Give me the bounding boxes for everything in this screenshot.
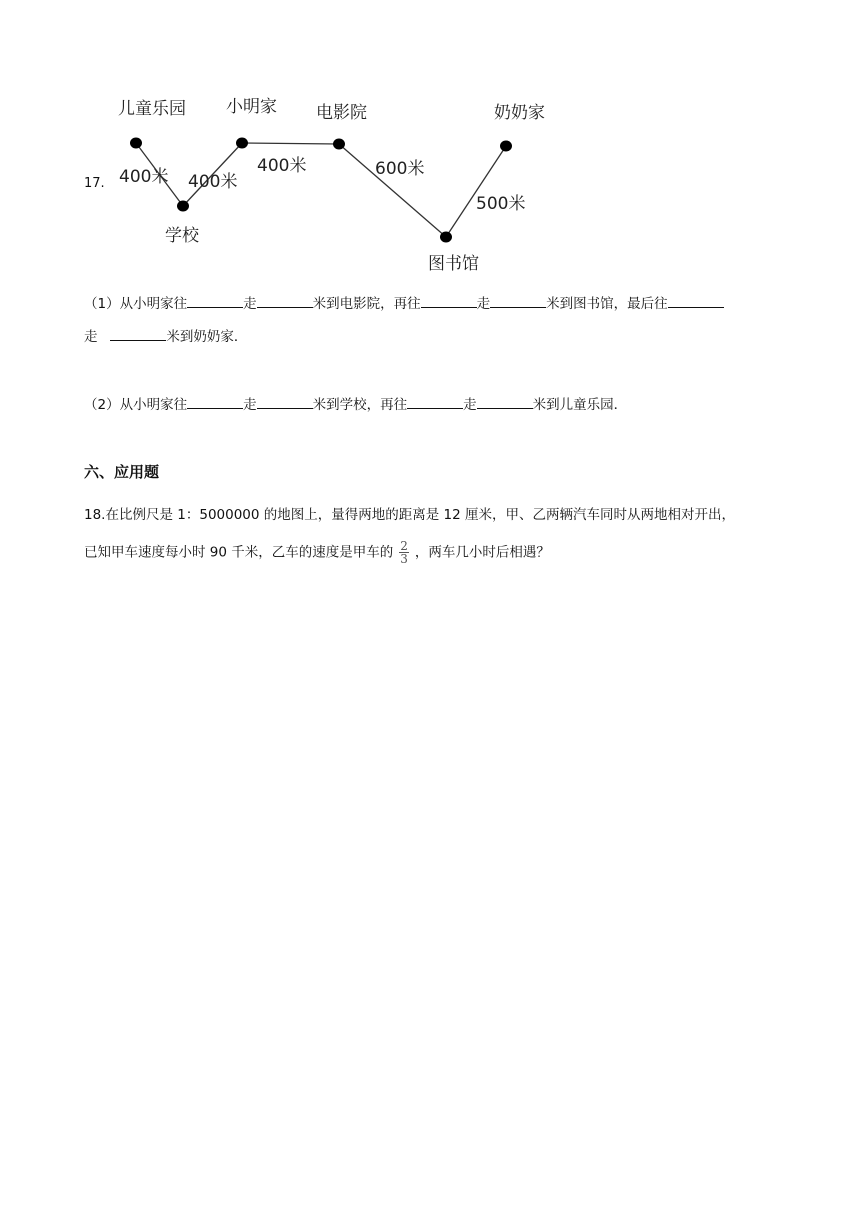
path-xiaoming-cinema xyxy=(242,143,339,144)
path-cinema-library xyxy=(339,144,446,237)
point-library xyxy=(440,232,452,243)
text: 米到学校，再往 xyxy=(312,397,408,413)
question-17-number: 17. xyxy=(84,176,105,191)
distance-cinema-library: 600米 xyxy=(375,159,425,179)
question-17-part1-line2 xyxy=(84,326,247,347)
text: ，两车几小时后相遇？ xyxy=(414,544,550,561)
text: （1）从小明家往 xyxy=(84,296,188,312)
text: 已知甲车速度每小时 90 千米，乙车的速度是甲车的 xyxy=(84,544,394,561)
text: 走 xyxy=(476,296,491,312)
answer-blank[interactable] xyxy=(421,293,477,308)
fraction-denominator: 3 xyxy=(400,552,408,566)
question-18-line2 xyxy=(84,540,550,565)
answer-blank[interactable] xyxy=(110,326,166,341)
route-map xyxy=(100,90,580,280)
answer-blank[interactable] xyxy=(668,293,724,308)
answer-blank[interactable] xyxy=(257,394,313,409)
answer-blank[interactable] xyxy=(490,293,546,308)
point-xiaoming xyxy=(236,138,248,149)
label-library: 图书馆 xyxy=(428,254,479,274)
answer-blank[interactable] xyxy=(187,293,243,308)
text: （2）从小明家往 xyxy=(84,397,188,413)
answer-blank[interactable] xyxy=(477,394,533,409)
fraction-two-thirds xyxy=(399,540,409,565)
text: 米到电影院，再往 xyxy=(312,296,421,312)
text: 米到奶奶家． xyxy=(166,329,248,345)
answer-blank[interactable] xyxy=(187,394,243,409)
label-xiaoming: 小明家 xyxy=(226,97,277,117)
answer-blank[interactable] xyxy=(257,293,313,308)
question-18-line1: 18.在比例尺是 1：5000000 的地图上，量得两地的距离是 12 厘米，甲、乙两辆汽车同时从两地相对开出， xyxy=(84,507,736,523)
text: 走 xyxy=(463,397,477,413)
label-school: 学校 xyxy=(165,226,199,246)
point-playground xyxy=(130,138,142,149)
label-grandma: 奶奶家 xyxy=(494,103,545,123)
answer-blank[interactable] xyxy=(407,394,463,409)
text: 走 xyxy=(84,329,102,345)
fraction-numerator: 2 xyxy=(400,539,408,553)
distance-xiaoming-cinema: 400米 xyxy=(257,156,307,176)
text: 米到图书馆，最后往 xyxy=(546,296,668,312)
route-map-figure xyxy=(100,90,580,280)
text: 走 xyxy=(243,397,257,413)
distance-school-xiaoming: 400米 xyxy=(188,172,238,192)
point-cinema xyxy=(333,139,345,150)
label-playground: 儿童乐园 xyxy=(118,99,186,119)
distance-playground-school: 400米 xyxy=(119,167,169,187)
path-library-grandma xyxy=(446,146,506,237)
section-title: 六、应用题 xyxy=(84,463,160,481)
text: 走 xyxy=(243,296,257,312)
text: 米到儿童乐园． xyxy=(532,397,628,413)
question-17-part2 xyxy=(84,394,627,415)
point-school xyxy=(177,201,189,212)
point-grandma xyxy=(500,141,512,152)
distance-library-grandma: 500米 xyxy=(476,194,526,214)
label-cinema: 电影院 xyxy=(316,103,367,123)
question-17-part1-line1 xyxy=(84,293,724,314)
